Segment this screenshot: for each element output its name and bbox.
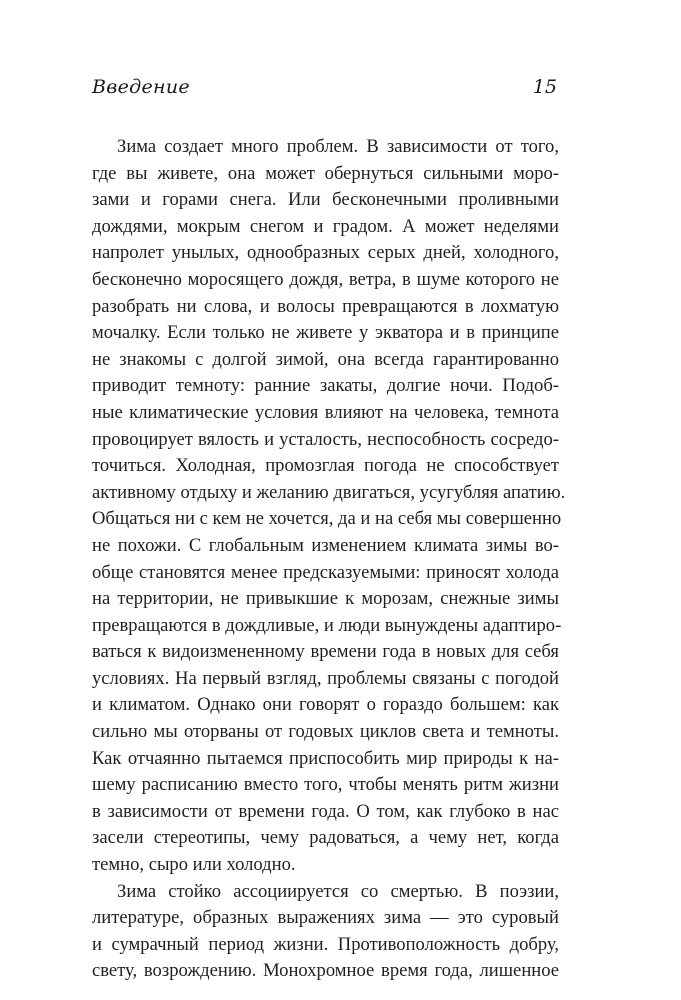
text-line: и сумрачный период жизни. Противоположность добру, (92, 933, 559, 955)
text-line: дождями, мокрым снегом и градом. А может неделями (92, 215, 559, 237)
text-line: активному отдыху и желанию двигаться, усугубляя апатию. (92, 481, 566, 503)
text-line: сильно мы оторваны от годовых циклов света и темноты. (92, 721, 559, 743)
text-line: обще становятся менее предсказуемыми: приносят холода (92, 561, 559, 583)
text-line: превращаются в дождливые, и люди вынуждены адаптиро- (92, 614, 562, 636)
text-line: приводит темноту: ранние закаты, долгие ночи. Подоб- (92, 375, 559, 397)
text-line: Зима стойко ассоциируется со смертью. В поэзии, (117, 880, 559, 902)
text-line: в зависимости от времени года. О том, как глубоко в нас (92, 800, 559, 822)
text-line: и климатом. Однако они говорят о гораздо большем: как (92, 694, 559, 716)
text-line: условиях. На первый взгляд, проблемы связаны с погодой (92, 667, 559, 689)
text-line: где вы живете, она может обернуться сильными моро- (92, 162, 559, 184)
body-text (92, 134, 566, 985)
text-line: свету, возрождению. Монохромное время года, лишенное (92, 960, 559, 982)
text-line: темно, сыро или холодно. (92, 854, 296, 876)
text-line: не знакомы с долгой зимой, она всегда гарантированно (92, 348, 559, 370)
page-number: 15 (532, 76, 557, 98)
text-line: литературе, образных выражениях зима — это суровый (92, 907, 559, 929)
text-line: ные климатические условия влияют на человека, темнота (92, 401, 559, 423)
text-line: Как отчаянно пытаемся приспособить мир природы к на- (92, 747, 559, 769)
text-line: провоцирует вялость и усталость, неспособность сосредо- (92, 428, 559, 450)
text-line: мочалку. Если только не живете у экватора и в принципе (92, 322, 559, 344)
text-line: Зима создает много проблем. В зависимости от того, (117, 136, 559, 157)
text-line: зами и горами снега. Или бесконечными проливными (92, 189, 559, 211)
text-line: шему расписанию вместо того, чтобы менять ритм жизни (92, 774, 559, 796)
text-line: бесконечно моросящего дождя, ветра, в шуме которого не (92, 268, 559, 290)
text-line: засели стереотипы, чему радоваться, а чему нет, когда (92, 827, 559, 849)
text-line: разобрать ни слова, и волосы превращаются в лохматую (92, 295, 559, 317)
text-line: на территории, не привыкшие к морозам, снежные зимы (92, 588, 559, 610)
text-line: точиться. Холодная, промозглая погода не способствует (92, 455, 559, 477)
text-line: Общаться ни с кем не хочется, да и на себя мы совершенно (92, 508, 562, 530)
text-line: ваться к видоизмененному времени года в новых для себя (92, 641, 559, 663)
text-line: напролет унылых, однообразных серых дней, холодного, (92, 242, 559, 264)
text-line: не похожи. С глобальным изменением климата зимы во- (92, 534, 559, 556)
running-header-title: Введение (92, 76, 190, 98)
